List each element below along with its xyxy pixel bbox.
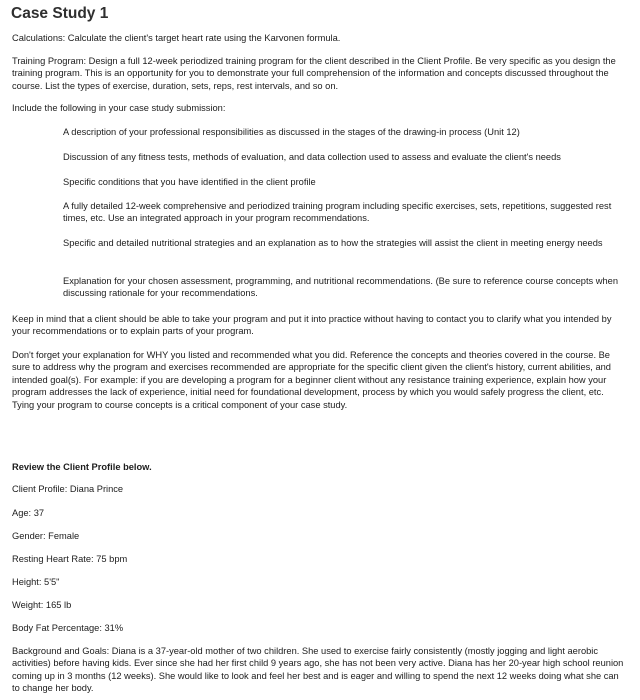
profile-resting-hr: Resting Heart Rate: 75 bpm: [12, 554, 128, 564]
include-item: Discussion of any fitness tests, methods of evaluation, and data collection used to assess and evaluate the client's needs: [63, 152, 561, 162]
include-intro: Include the following in your case study submission:: [12, 103, 226, 113]
profile-weight: Weight: 165 lb: [12, 600, 72, 610]
include-item: Specific and detailed nutritional strategies and an explanation as to how the strategies will assist the client in meeting energy needs: [63, 238, 603, 248]
include-item: A description of your professional responsibilities as discussed in the stages of the drawing-in process (Unit 12): [63, 127, 520, 137]
profile-client: Client Profile: Diana Prince: [12, 484, 124, 494]
review-heading: Review the Client Profile below.: [12, 462, 152, 472]
profile-height: Height: 5'5": [12, 577, 60, 587]
training-program-text: Training Program: Design a full 12-week periodized training program for the client described in the Client Profile. Be very specific as you design the training program. This is an opportunity for you to demonstrate your full comprehension of the information and concepts discussed throughout the course. List the types of exercise, duration, sets, reps, rest intervals, and so on.: [12, 56, 616, 91]
profile-age: Age: 37: [12, 508, 45, 518]
include-item: A fully detailed 12-week comprehensive and periodized training program including specific exercises, sets, repetitions, suggested rest times, etc. Use an integrated approach in your program recommendations.: [63, 201, 612, 224]
include-item: Explanation for your chosen assessment, programming, and nutritional recommendations. (Be sure to reference course concepts when discussing rationale for your recommendations.: [63, 276, 619, 299]
profile-background: Background and Goals: Diana is a 37-year-old mother of two children. She used to exercise fairly consistently (mostly jogging and light aerobic activities) before having kids. Ever since she had her first child 9 years ago, she has not been very active. Diana has her 20-year high school reunion coming up in 3 months (12 weeks). She would like to look and feel her best and is eager and willing to spend the next 12 weeks doing what she can to change her body.: [12, 646, 624, 694]
include-item: Specific conditions that you have identified in the client profile: [63, 177, 316, 187]
profile-body-fat: Body Fat Percentage: 31%: [12, 623, 124, 633]
dont-forget-text: Don't forget your explanation for WHY you listed and recommended what you did. Reference the concepts and theories covered in the course. Be sure to address why the program and exercises recommended are appropriate for the specific client given the client's history, current abilities, and intended goal(s). For example: if you are developing a program for a beginner client without any resistance training experience, explain how your program addresses the lack of experience, initial need for foundational development, process by which you would safely progress the client, etc. Tying your program to course concepts is a critical component of your case study.: [12, 350, 611, 410]
calculations-text: Calculations: Calculate the client's target heart rate using the Karvonen formula.: [12, 33, 341, 43]
profile-gender: Gender: Female: [12, 531, 80, 541]
page-title: Case Study 1: [11, 5, 109, 22]
keep-in-mind-text: Keep in mind that a client should be able to take your program and put it into practice without having to contact you to clarify what you intended by your recommendations or to explain parts of your program.: [12, 314, 612, 337]
